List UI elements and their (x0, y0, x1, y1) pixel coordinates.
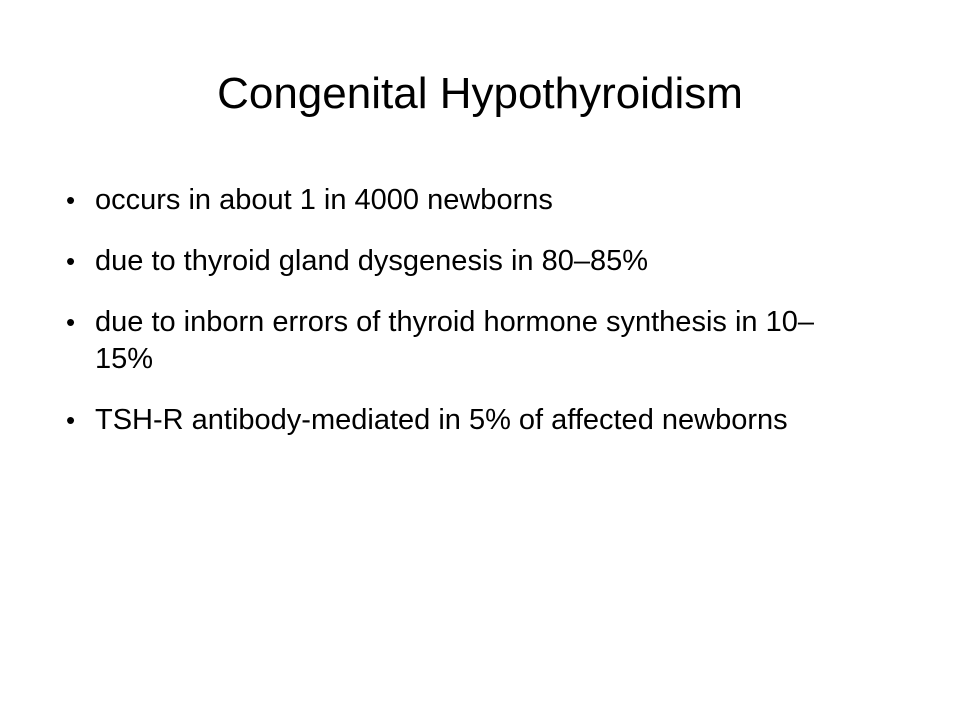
bullet-icon: • (66, 185, 76, 215)
bullet-text: due to thyroid gland dysgenesis in 80–85% (95, 245, 648, 277)
bullet-item (66, 243, 866, 280)
bullet-icon: • (66, 405, 76, 435)
bullet-text: TSH-R antibody-mediated in 5% of affected newborns (95, 404, 788, 436)
bullet-text: due to inborn errors of thyroid hormone synthesis in 10–15% (95, 306, 814, 375)
slide-title: Congenital Hypothyroidism (217, 69, 743, 118)
bullet-icon: • (66, 246, 76, 276)
bullet-icon: • (66, 307, 76, 337)
bullet-item (66, 304, 866, 378)
bullet-list (66, 182, 866, 463)
bullet-item (66, 402, 866, 439)
bullet-text: occurs in about 1 in 4000 newborns (95, 184, 553, 216)
bullet-item (66, 182, 866, 219)
